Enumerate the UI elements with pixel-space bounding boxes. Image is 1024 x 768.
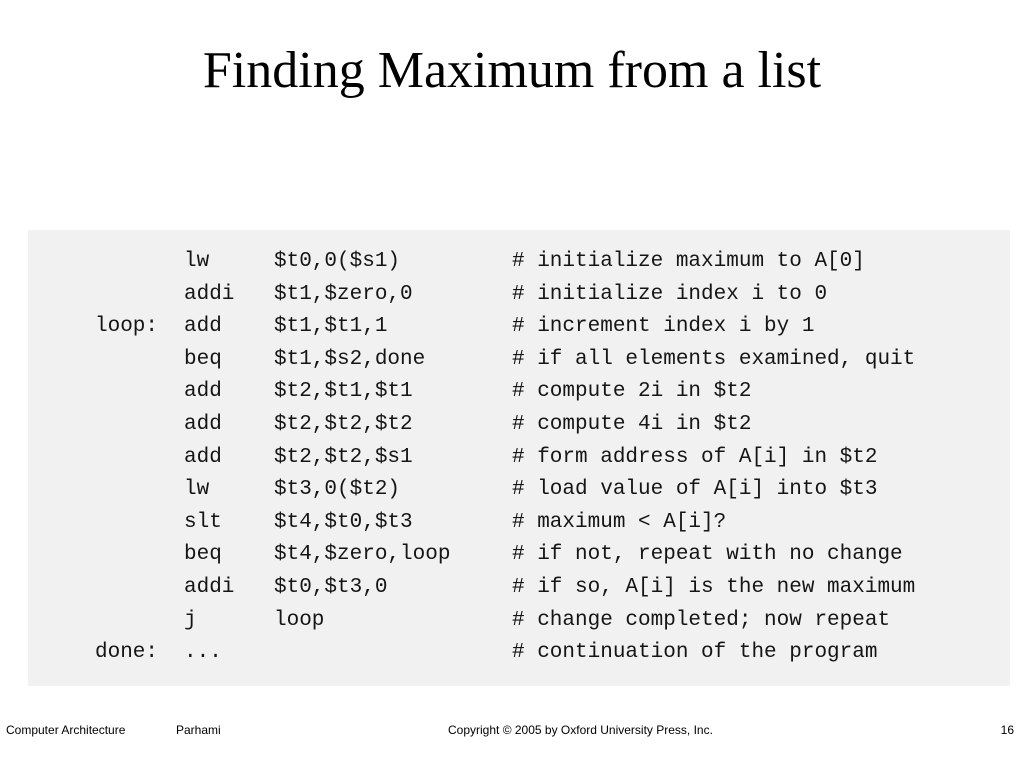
code-comment: # initialize maximum to A[0] [512,250,865,273]
code-comment: # load value of A[i] into $t3 [512,478,878,502]
code-comment: # change completed; now repeat [512,608,891,632]
code-opcode: add [184,315,222,339]
code-opcode: addi [184,282,235,306]
code-opcode: add [184,380,222,404]
code-opcode: addi [184,575,235,599]
code-comment: # maximum < A[i]? [512,510,727,534]
code-line [28,344,916,377]
code-opcode: slt [184,510,222,534]
code-operands: $t4,$zero,loop [274,543,451,567]
code-line [28,637,878,670]
footer-author: Parhami [176,723,221,737]
code-line [28,311,815,344]
code-operands: $t0,0($s1) [274,250,401,273]
code-line [28,572,916,605]
code-label: done: [95,641,159,665]
code-opcode: ... [184,641,222,665]
code-operands: $t2,$t2,$t2 [274,412,413,436]
footer-page-number: 16 [1000,723,1014,737]
code-line [28,605,891,638]
code-label: loop: [95,315,159,339]
code-operands: $t0,$t3,0 [274,575,388,599]
code-opcode: lw [184,478,210,502]
code-comment: # initialize index i to 0 [512,282,828,306]
code-opcode: add [184,412,222,436]
code-comment: # continuation of the program [512,641,878,665]
code-operands: $t4,$t0,$t3 [274,510,413,534]
code-line [28,442,878,475]
footer-copyright: Copyright © 2005 by Oxford University Press, Inc. [448,723,713,737]
code-comment: # if all elements examined, quit [512,347,916,371]
code-operands: loop [274,608,325,632]
code-comment: # if so, A[i] is the new maximum [512,575,916,599]
code-comment: # form address of A[i] in $t2 [512,445,878,469]
code-comment: # increment index i by 1 [512,315,815,339]
code-operands: $t2,$t1,$t1 [274,380,413,404]
code-opcode: beq [184,347,222,371]
code-opcode: beq [184,543,222,567]
code-line [28,539,903,572]
code-line [28,507,727,540]
code-operands: $t3,0($t2) [274,478,401,502]
code-opcode: add [184,445,222,469]
code-opcode: j [184,608,197,632]
code-operands: $t1,$zero,0 [274,282,413,306]
code-opcode: lw [184,250,210,273]
code-comment: # compute 4i in $t2 [512,412,752,436]
code-line [28,409,752,442]
code-line [28,279,828,312]
code-operands: $t2,$t2,$s1 [274,445,413,469]
footer-course: Computer Architecture [6,723,126,737]
code-operands: $t1,$s2,done [274,347,426,371]
code-listing [28,246,916,670]
code-line [28,474,878,507]
code-line [28,246,865,279]
code-comment: # if not, repeat with no change [512,543,903,567]
code-line [28,376,752,409]
code-comment: # compute 2i in $t2 [512,380,752,404]
code-operands: $t1,$t1,1 [274,315,388,339]
slide-title: Finding Maximum from a list [202,42,822,99]
scanned-code-image [28,230,1010,686]
